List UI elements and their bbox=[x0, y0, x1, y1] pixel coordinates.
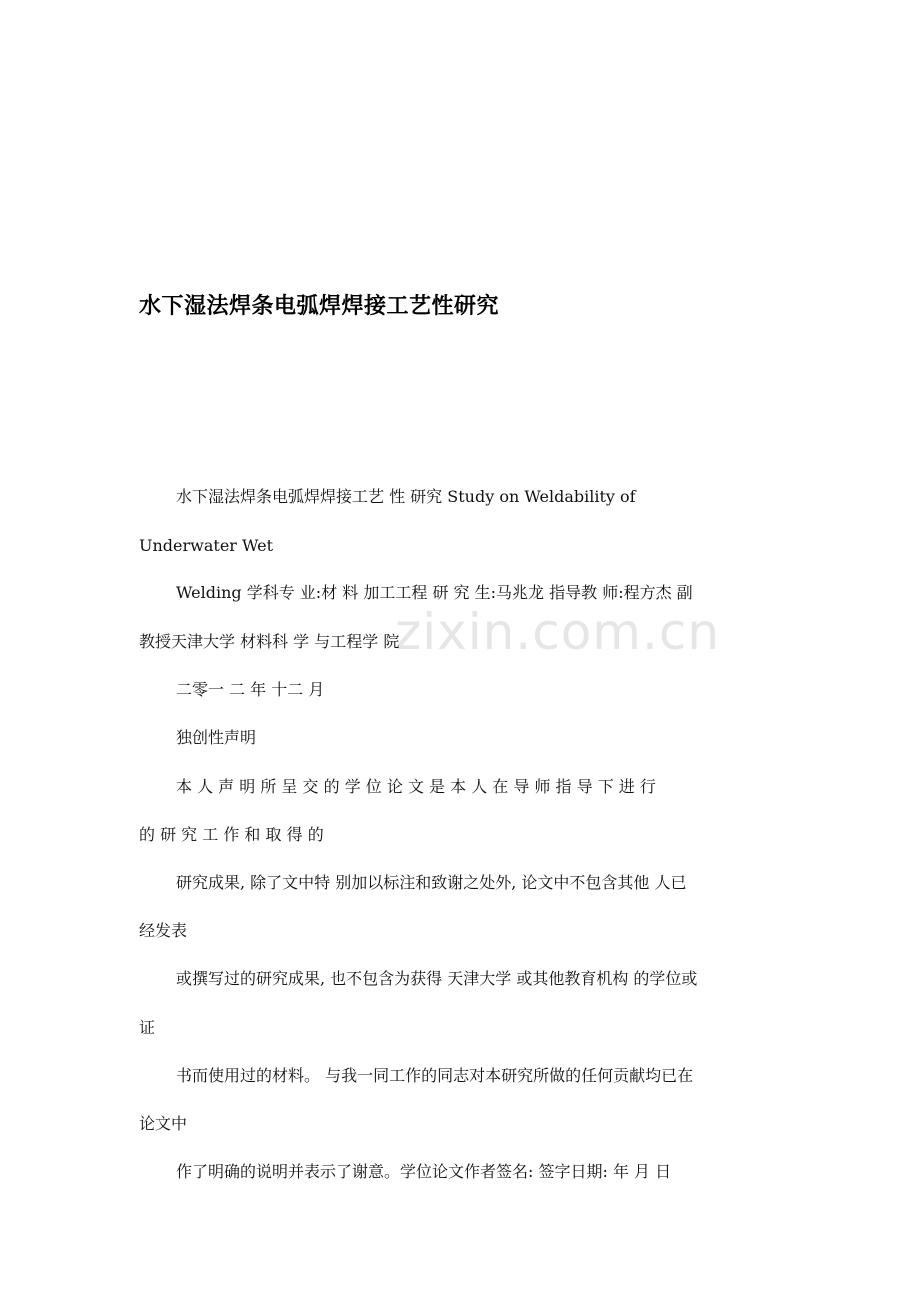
text-line bbox=[139, 632, 399, 652]
line-text: 论文中 bbox=[139, 1114, 188, 1133]
text-line bbox=[176, 777, 656, 797]
text-line bbox=[176, 487, 780, 507]
line-text: Welding 学科专 业:材 料 加工工程 研 究 生:马兆龙 指导教 师:程方杰 副 bbox=[176, 583, 693, 602]
line-text: 作了明确的说明并表示了谢意。学位论文作者签名: 签字日期: 年 月 日 bbox=[176, 1162, 672, 1181]
line-text: 独创性声明 bbox=[176, 728, 257, 747]
text-line bbox=[176, 1066, 693, 1086]
line-text: 的 研 究 工 作 和 取 得 的 bbox=[139, 825, 324, 844]
line-text: 书而使用过的材料。 与我一同工作的同志对本研究所做的任何贡献均已在 bbox=[176, 1066, 694, 1085]
text-line bbox=[139, 1018, 155, 1038]
line-text: 水下湿法焊条电弧焊焊接工艺 性 研究 Study on Weldability of bbox=[176, 487, 636, 506]
text-line bbox=[176, 583, 693, 603]
line-text: Underwater Wet bbox=[139, 536, 274, 555]
line-text: 证 bbox=[139, 1018, 156, 1037]
text-line bbox=[139, 1114, 187, 1134]
text-line bbox=[139, 825, 324, 845]
text-line bbox=[139, 921, 187, 941]
text-line bbox=[176, 1162, 671, 1182]
document-title: 水下湿法焊条电弧焊焊接工艺性研究 bbox=[139, 294, 500, 319]
text-line bbox=[176, 873, 687, 893]
text-line bbox=[176, 680, 324, 700]
text-line bbox=[176, 728, 256, 748]
line-text: 或撰写过的研究成果, 也不包含为获得 天津大学 或其他教育机构 的学位或 bbox=[176, 969, 698, 988]
text-line bbox=[139, 536, 273, 556]
line-text: 二零一 二 年 十二 月 bbox=[176, 680, 325, 699]
text-line bbox=[176, 969, 697, 989]
line-text: 本 人 声 明 所 呈 交 的 学 位 论 文 是 本 人 在 导 师 指 导 下 进 行 bbox=[176, 777, 656, 796]
watermark: zixin.com.cn bbox=[395, 603, 721, 661]
line-text: 经发表 bbox=[139, 921, 188, 940]
line-text: 研究成果, 除了文中特 别加以标注和致谢之处外, 论文中不包含其他 人已 bbox=[176, 873, 687, 892]
line-text: 教授天津大学 材料科 学 与工程学 院 bbox=[139, 632, 400, 651]
